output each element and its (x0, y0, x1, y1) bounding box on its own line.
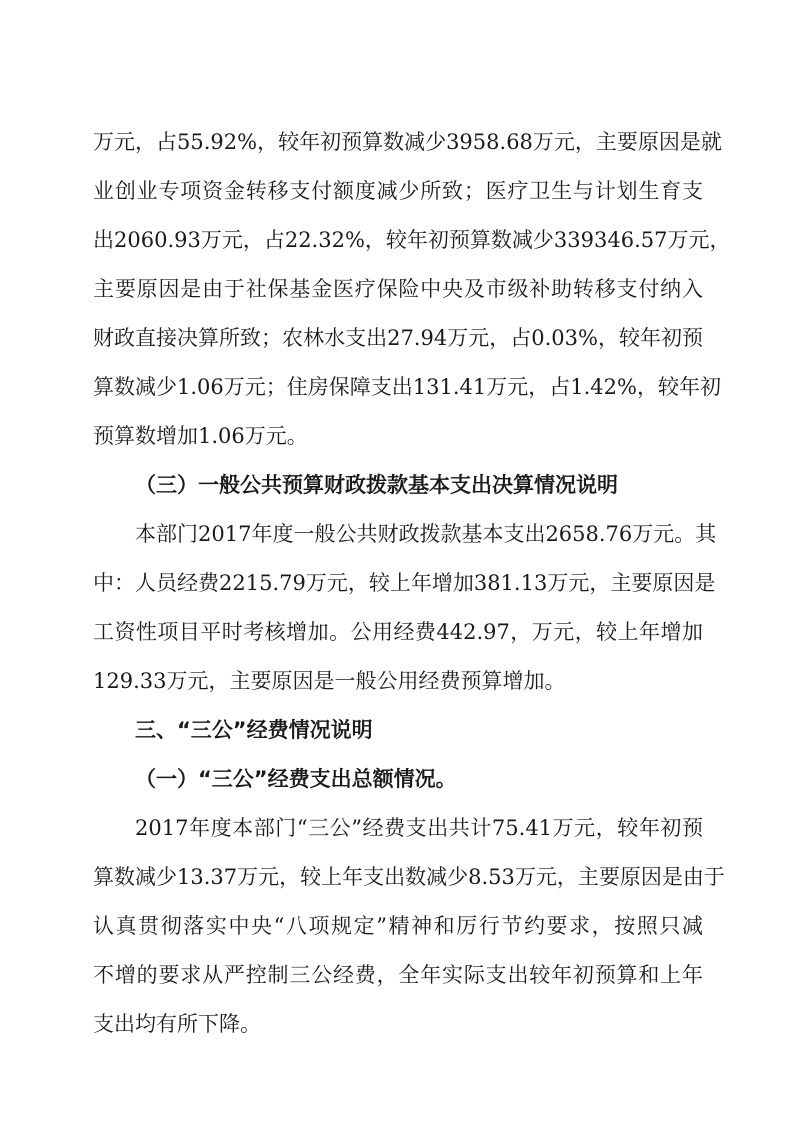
section-heading: 三、“三公”经费情况说明 (135, 718, 373, 742)
subsection-heading: （一）“三公”经费支出总额情况。 (135, 767, 457, 791)
text-line: 不增的要求从严控制三公经费，全年实际支出较年初预算和上年 (93, 963, 703, 987)
text-line: 中：人员经费2215.79万元，较上年增加381.13万元，主要原因是 (93, 571, 716, 595)
text-line: 业创业专项资金转移支付额度减少所致；医疗卫生与计划生育支 (93, 179, 703, 203)
text-line: 万元，占55.92%，较年初预算数减少3958.68万元，主要原因是就 (93, 130, 722, 154)
text-line: 支出均有所下降。 (93, 1012, 261, 1036)
text-line: 算数减少1.06万元；住房保障支出131.41万元，占1.42%，较年初 (93, 375, 721, 399)
text-line: 工资性项目平时考核增加。公用经费442.97，万元，较上年增加 (93, 620, 703, 644)
text-line: 129.33万元，主要原因是一般公用经费预算增加。 (93, 669, 566, 693)
text-line: 本部门2017年度一般公共财政拨款基本支出2658.76万元。其 (135, 522, 717, 546)
text-line: 主要原因是由于社保基金医疗保险中央及市级补助转移支付纳入 (93, 277, 703, 301)
text-line: 财政直接决算所致；农林水支出27.94万元，占0.03%，较年初预 (93, 326, 703, 350)
text-line: 算数减少13.37万元，较上年支出数减少8.53万元，主要原因是由于 (93, 865, 725, 889)
text-line: 2017年度本部门“三公”经费支出共计75.41万元，较年初预 (135, 816, 703, 840)
text-line: 预算数增加1.06万元。 (93, 424, 308, 448)
text-line: 出2060.93万元，占22.32%，较年初预算数减少339346.57万元， (93, 228, 731, 252)
text-line: 认真贯彻落实中央“八项规定”精神和厉行节约要求，按照只减 (93, 914, 703, 938)
section-heading: （三）一般公共预算财政拨款基本支出决算情况说明 (135, 473, 618, 497)
